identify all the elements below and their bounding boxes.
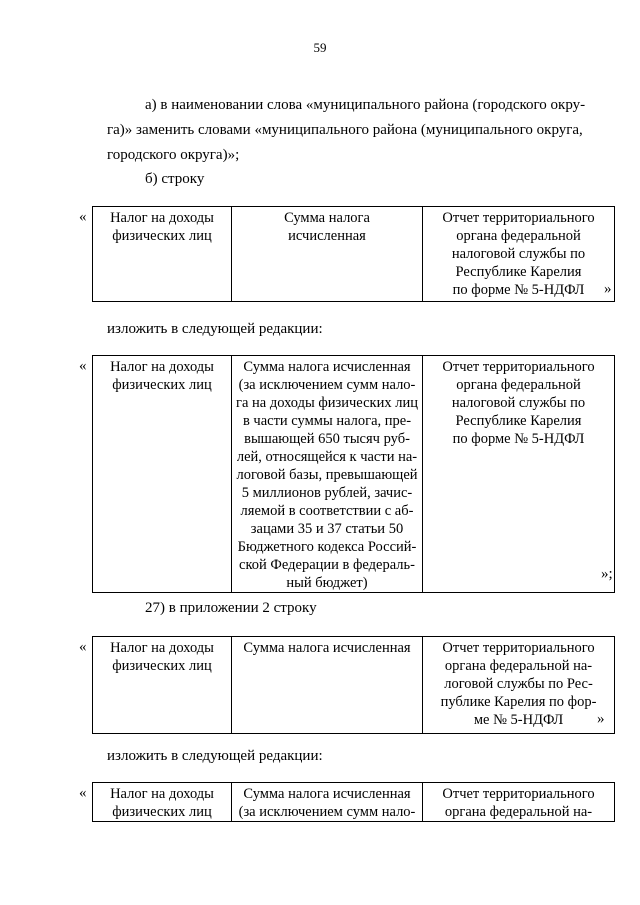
close-quote: » — [604, 281, 612, 297]
paragraph-b: б) строку — [145, 171, 205, 187]
paragraph-a: а) в наименовании слова «муниципального района (городского окру- га)» заменить словами «муниципального района (муниципального округа, городского округа)»; — [107, 97, 586, 163]
open-quote: « — [79, 209, 87, 225]
table-cell-tax-amount: Сумма налога исчисленная — [232, 207, 423, 302]
table-cell-source: Отчет территориального органа федеральной на- логовой службы по Рес- публике Карелия по фор- ме № 5-НДФЛ — [423, 637, 615, 734]
table-cell-source: Отчет территориального органа федеральной налоговой службы по Республике Карелия по форме № 5-НДФЛ — [423, 356, 615, 593]
table-cell-tax-name: Налог на доходы физических лиц — [93, 356, 232, 593]
table-cell-tax-name: Налог на доходы физических лиц — [93, 637, 232, 734]
table-cell-source: Отчет территориального органа федеральной налоговой службы по Республике Карелия по форме № 5-НДФЛ — [423, 207, 615, 302]
table-row — [93, 783, 615, 822]
table-new-row-2 — [92, 782, 615, 822]
table-old-row-2 — [92, 636, 615, 734]
table-cell-tax-amount: Сумма налога исчисленная — [232, 637, 423, 734]
table-cell-tax-name: Налог на доходы физических лиц — [93, 207, 232, 302]
table-row — [93, 637, 615, 734]
close-quote: » — [597, 711, 605, 727]
restate-text-1: изложить в следующей редакции: — [107, 321, 323, 337]
close-quote-semicolon: »; — [601, 566, 613, 582]
open-quote: « — [79, 358, 87, 374]
page-number: 59 — [313, 40, 327, 55]
table-row — [93, 207, 615, 302]
open-quote: « — [79, 785, 87, 801]
table-new-row-1 — [92, 355, 615, 593]
item-27: 27) в приложении 2 строку — [145, 600, 317, 616]
restate-text-2: изложить в следующей редакции: — [107, 748, 323, 764]
table-old-row-1 — [92, 206, 615, 302]
table-cell-tax-name: Налог на доходы физических лиц — [93, 783, 232, 822]
table-cell-tax-amount: Сумма налога исчисленная (за исключением сумм нало- га на доходы физических лиц в части суммы налога, пре- вышающей 650 тысяч руб- лей, относящейся к части на- логовой базы, превышающей 5 миллионов рублей, зачис- ляемой в соответствии с аб- зацами 35 и 37 статьи 50 Бюджетного кодекса Россий- ской Федерации в федераль- ный бюджет) — [232, 356, 423, 593]
open-quote: « — [79, 639, 87, 655]
table-cell-tax-amount: Сумма налога исчисленная (за исключением сумм нало- — [232, 783, 423, 822]
table-row — [93, 356, 615, 593]
table-cell-source: Отчет территориального органа федеральной на- — [423, 783, 615, 822]
